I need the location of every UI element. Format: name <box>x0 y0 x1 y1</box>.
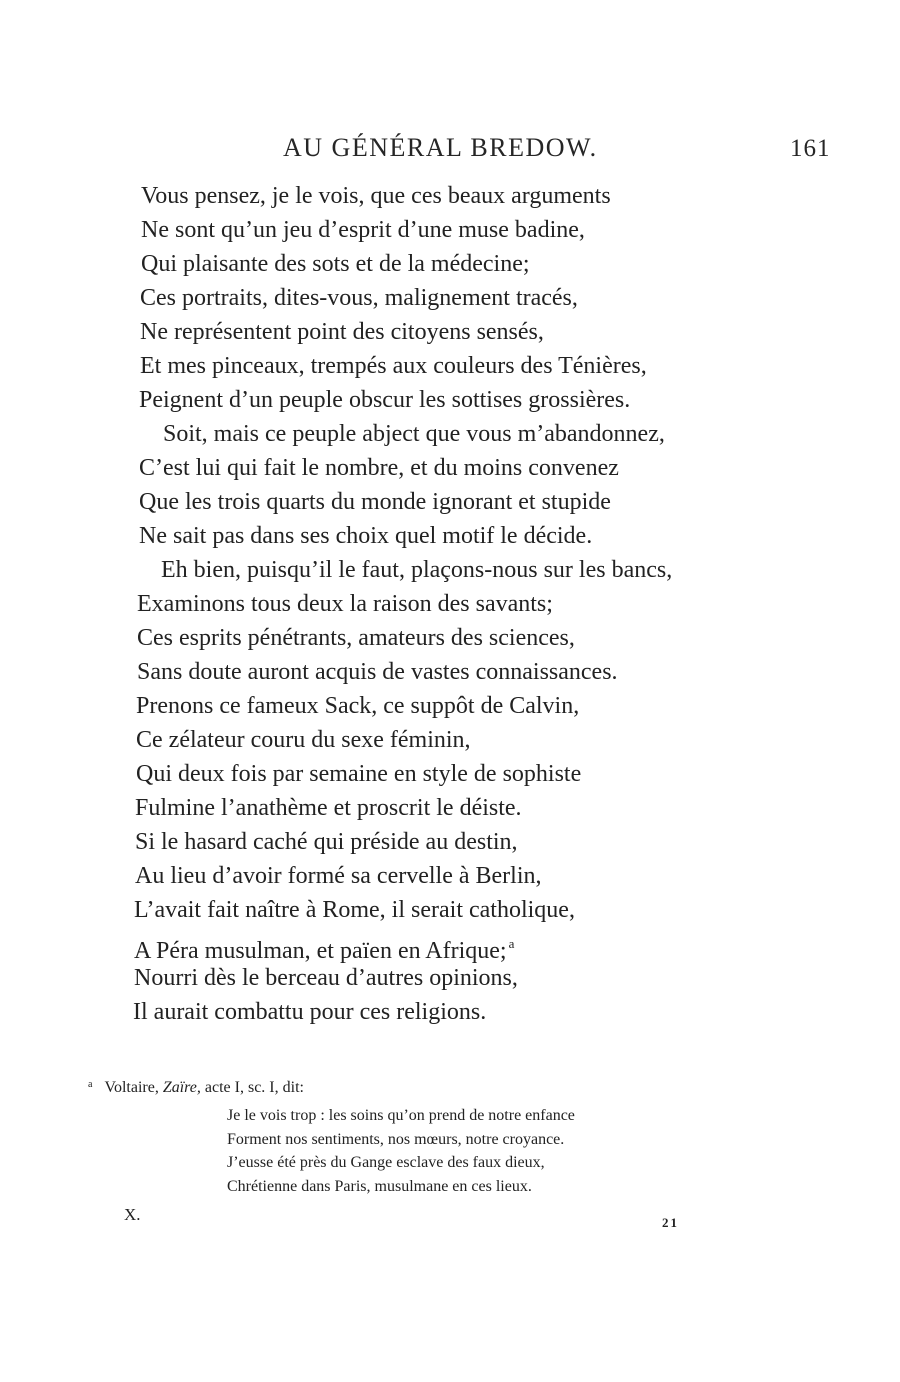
signature-mark: X. <box>124 1205 141 1224</box>
verse-line: L’avait fait naître à Rome, il serait catholique, <box>134 897 575 923</box>
quotation-line: J’eusse été près du Gange esclave des faux dieux, <box>227 1154 545 1171</box>
verse-line: Ne représentent point des citoyens sensés, <box>140 319 544 345</box>
verse-line: Ne sait pas dans ses choix quel motif le décide. <box>139 523 593 549</box>
verse-line: Ces esprits pénétrants, amateurs des sciences, <box>137 625 575 651</box>
verse-line: Si le hasard caché qui préside au destin, <box>135 829 518 855</box>
quotation-line: Forment nos sentiments, nos mœurs, notre croyance. <box>227 1130 565 1148</box>
verse-line: Ce zélateur couru du sexe féminin, <box>136 727 471 753</box>
verse-line: Qui deux fois par semaine en style de sophiste <box>136 761 582 787</box>
verse-line: Vous pensez, je le vois, que ces beaux arguments <box>141 183 611 209</box>
verse-line: Soit, mais ce peuple abject que vous m’abandonnez, <box>163 421 665 447</box>
footnote-reference: a <box>508 936 515 951</box>
verse-text: A Péra musulman, et païen en Afrique; <box>134 938 507 964</box>
running-head <box>0 133 900 167</box>
verse-line: Qui plaisante des sots et de la médecine; <box>141 251 530 277</box>
verse-line: Ne sont qu’un jeu d’esprit d’une muse badine, <box>141 217 585 243</box>
verse-line: Sans doute auront acquis de vastes connaissances. <box>137 659 618 685</box>
verse-line: Prenons ce fameux Sack, ce suppôt de Calvin, <box>136 693 580 719</box>
footnote-intro-suffix: acte I, sc. I, dit: <box>200 1079 304 1096</box>
footnote-quotation <box>227 1104 575 1198</box>
verse-line: Peignent d’un peuple obscur les sottises grossières. <box>139 387 631 413</box>
verse-line: Examinons tous deux la raison des savants; <box>137 591 553 617</box>
verse-line: Nourri dès le berceau d’autres opinions, <box>134 965 518 991</box>
verse-line: Et mes pinceaux, trempés aux couleurs des Ténières, <box>140 353 647 379</box>
verse-line: Fulmine l’anathème et proscrit le déiste. <box>135 795 522 821</box>
sheet-number: 21 <box>662 1215 679 1230</box>
quotation-line: Je le vois trop : les soins qu’on prend de notre enfance <box>227 1107 575 1124</box>
verse-line: Ces portraits, dites-vous, malignement tracés, <box>140 285 578 311</box>
quotation-line: Chrétienne dans Paris, musulmane en ces lieux. <box>227 1177 532 1195</box>
footnote-work-title: Zaïre, <box>162 1079 201 1096</box>
verse-line: Il aurait combattu pour ces religions. <box>133 999 487 1025</box>
verse-line: C’est lui qui fait le nombre, et du moins convenez <box>139 455 619 481</box>
footnote <box>88 1074 304 1099</box>
running-title: AU GÉNÉRAL BREDOW. <box>283 133 598 162</box>
footnote-intro-prefix: Voltaire, <box>104 1079 163 1096</box>
page-number: 161 <box>790 135 831 162</box>
footnote-marker: a <box>88 1079 93 1090</box>
verse-line: Eh bien, puisqu’il le faut, plaçons-nous sur les bancs, <box>161 557 673 583</box>
verse-line: Que les trois quarts du monde ignorant et stupide <box>139 489 611 515</box>
verse-line: Au lieu d’avoir formé sa cervelle à Berlin, <box>135 863 542 889</box>
verse-line <box>134 929 514 966</box>
